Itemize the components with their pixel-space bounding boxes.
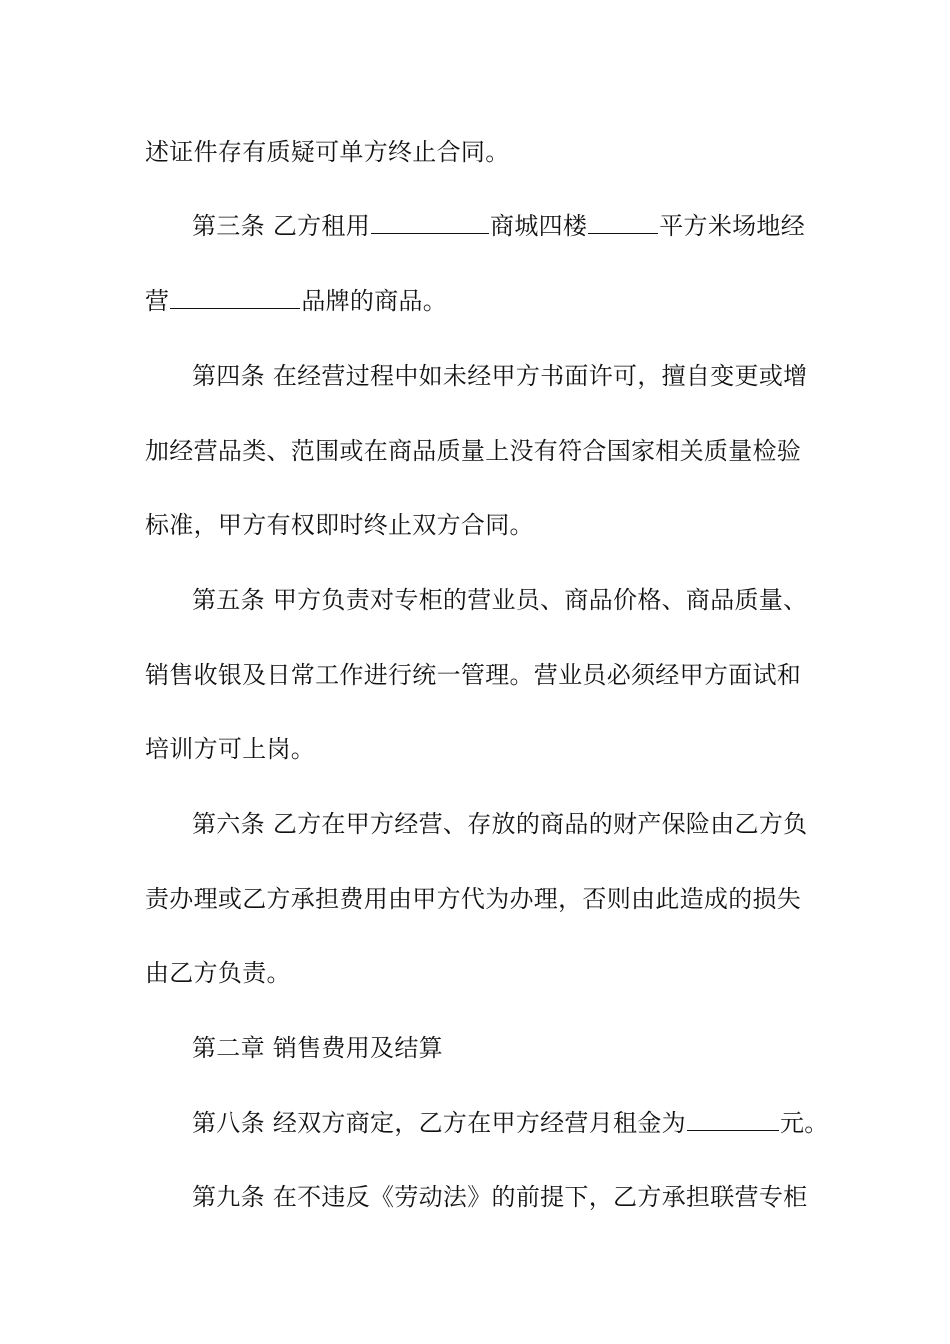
article-4-line-2 <box>145 436 801 466</box>
line-text: 第九条 在不违反《劳动法》的前提下，乙方承担联营专柜 <box>192 1183 808 1211</box>
line-text: 由乙方负责。 <box>145 959 291 987</box>
article-8-line-1 <box>192 1108 829 1138</box>
article-5-line-2 <box>145 660 801 690</box>
line-text: 第六条 乙方在甲方经营、存放的商品的财产保险由乙方负 <box>192 810 808 838</box>
line-text: 培训方可上岗。 <box>145 735 316 763</box>
line-text: 加经营品类、范围或在商品质量上没有符合国家相关质量检验 <box>145 437 802 465</box>
article-3-line-2 <box>145 286 447 316</box>
article-9-line-1 <box>192 1182 807 1212</box>
fill-in-blank-brand <box>170 288 300 309</box>
article-6-line-2 <box>145 884 801 914</box>
line-text: 第四条 在经营过程中如未经甲方书面许可，擅自变更或增 <box>192 362 808 390</box>
article-4-line-3 <box>145 510 534 540</box>
line-text: 商城四楼 <box>490 212 588 240</box>
fill-in-blank-mall-name <box>371 213 489 234</box>
article-3-line-1 <box>192 211 805 241</box>
article-5-line-1 <box>192 585 807 615</box>
fill-in-blank-area <box>588 213 658 234</box>
line-text: 标准，甲方有权即时终止双方合同。 <box>145 511 534 539</box>
line-text: 销售收银及日常工作进行统一管理。营业员必须经甲方面试和 <box>145 661 802 689</box>
line-text: 营 <box>145 287 170 315</box>
line-text: 元。 <box>779 1109 829 1137</box>
text-line <box>145 137 510 167</box>
line-text: 第二章 销售费用及结算 <box>192 1034 443 1062</box>
article-4-line-1 <box>192 361 807 391</box>
fill-in-blank-rent <box>687 1110 779 1131</box>
line-text: 第八条 经双方商定，乙方在甲方经营月租金为 <box>192 1109 686 1137</box>
line-text: 述证件存有质疑可单方终止合同。 <box>145 138 510 166</box>
line-text: 第五条 甲方负责对专柜的营业员、商品价格、商品质量、 <box>192 586 808 614</box>
chapter-2-heading <box>192 1033 443 1063</box>
line-text: 责办理或乙方承担费用由甲方代为办理，否则由此造成的损失 <box>145 885 802 913</box>
article-5-line-3 <box>145 734 315 764</box>
line-text: 平方米场地经 <box>659 212 806 240</box>
article-6-line-3 <box>145 958 291 988</box>
line-text: 品牌的商品。 <box>301 287 448 315</box>
article-6-line-1 <box>192 809 807 839</box>
line-text: 第三条 乙方租用 <box>192 212 371 240</box>
